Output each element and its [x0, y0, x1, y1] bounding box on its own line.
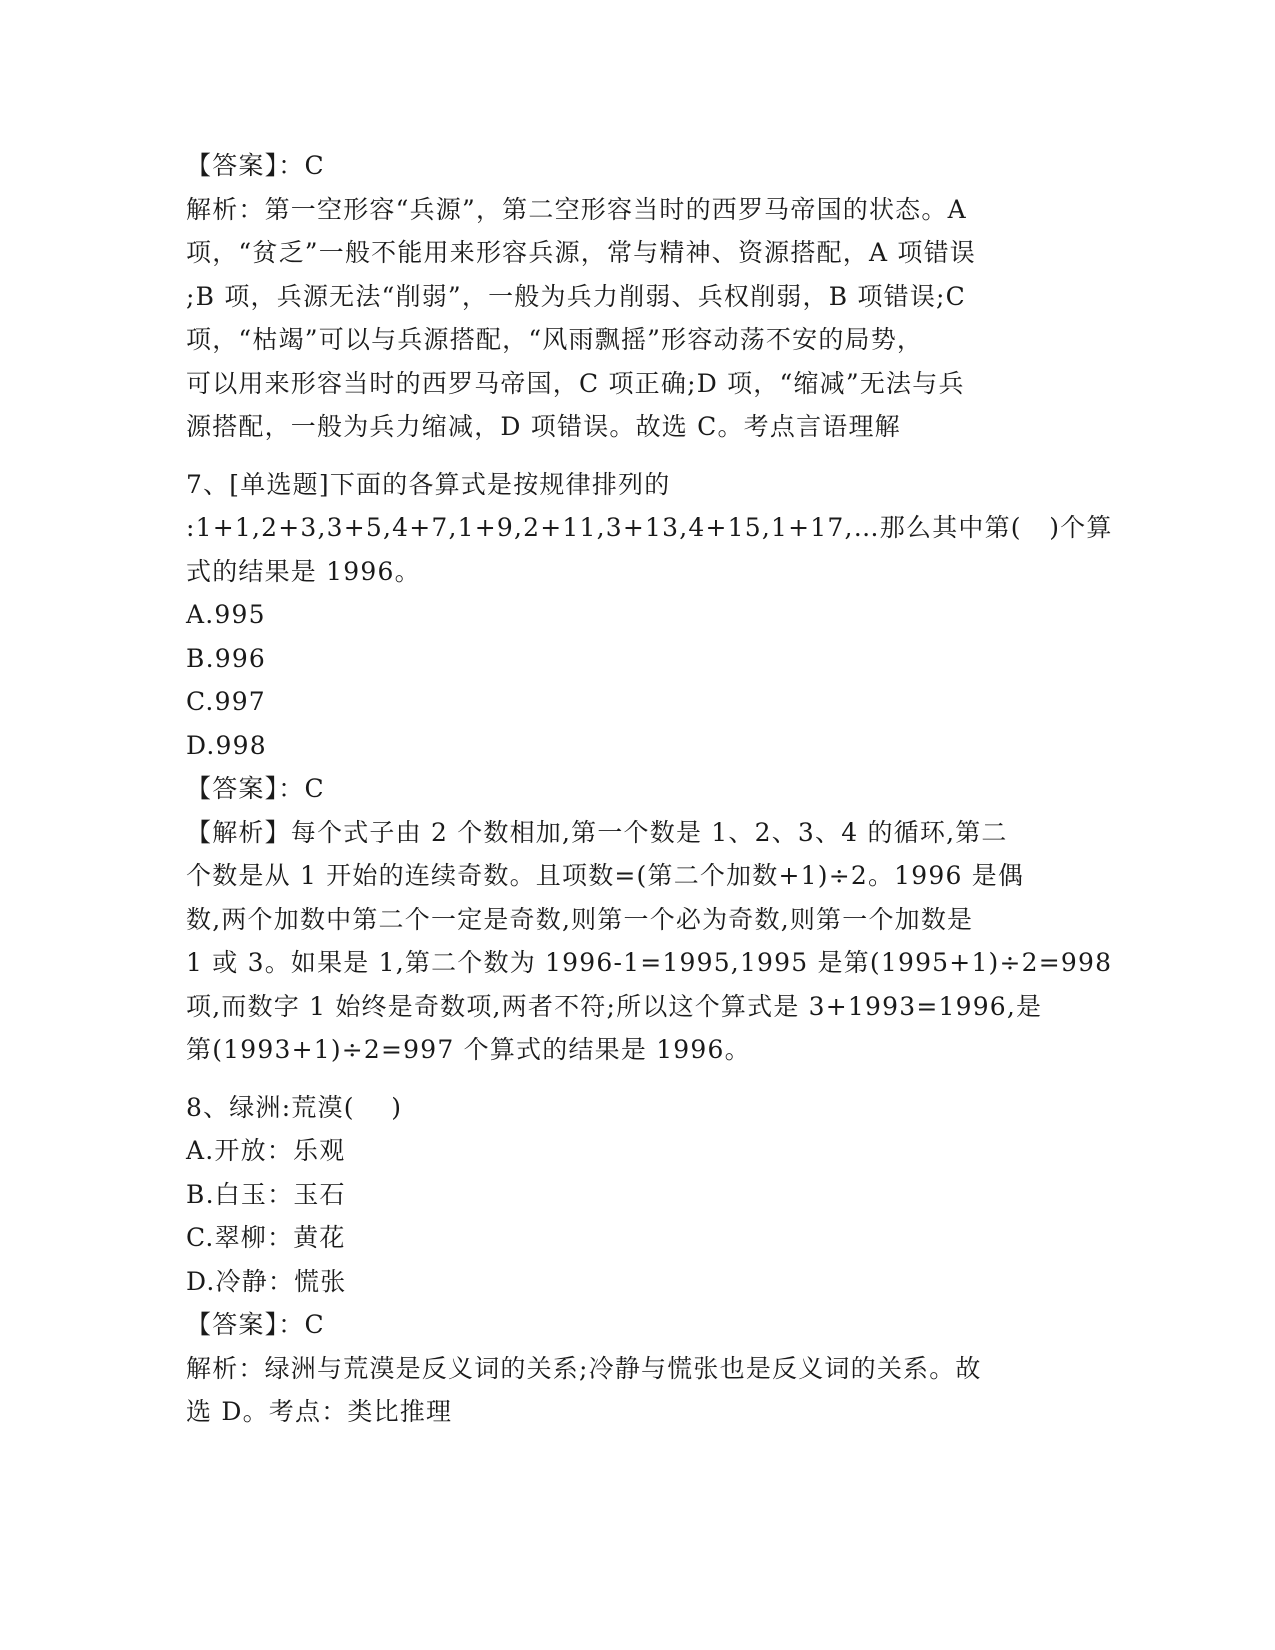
analysis-line: ;B 项，兵源无法“削弱”，一般为兵力削弱、兵权削弱，B 项错误;C	[186, 281, 966, 311]
analysis-line: 1 或 3。如果是 1,第二个数为 1996-1=1995,1995 是第(1995+1)÷2=998	[186, 948, 1113, 977]
analysis-line: 项,而数字 1 始终是奇数项,两者不符;所以这个算式是 3+1993=1996,是	[186, 991, 1043, 1021]
analysis-line: 解析：第一空形容“兵源”，第二空形容当时的西罗马帝国的状态。A	[186, 194, 967, 224]
option-c: C.翠柳：黄花	[186, 1223, 346, 1252]
option-d: D.998	[186, 730, 267, 760]
question-stem-line: :1+1,2+3,3+5,4+7,1+9,2+11,3+13,4+15,1+17,…那么其中第( )个算	[186, 513, 1113, 542]
option-b: B.996	[186, 643, 267, 673]
analysis-line: 数,两个加数中第二个一定是奇数,则第一个必为奇数,则第一个加数是	[186, 904, 974, 934]
option-d: D.冷静：慌张	[186, 1266, 347, 1296]
question-7-block	[186, 463, 1113, 1072]
analysis-line: 个数是从 1 开始的连续奇数。且项数=(第二个加数+1)÷2。1996 是偶	[186, 861, 1025, 890]
answer-label: 【答案】：C	[186, 151, 325, 180]
option-c: C.997	[186, 687, 266, 716]
option-a: A.995	[186, 600, 266, 629]
spacer	[186, 1072, 1086, 1086]
analysis-line: 项，“枯竭”可以与兵源搭配，“风雨飘摇”形容动荡不安的局势，	[186, 325, 924, 354]
answer-label: 【答案】：C	[186, 774, 325, 803]
document-page	[186, 144, 1113, 1434]
analysis-line: 【解析】每个式子由 2 个数相加,第一个数是 1、2、3、4 的循环,第二	[186, 817, 1008, 847]
option-b: B.白玉：玉石	[186, 1179, 346, 1209]
question-8-block	[186, 1086, 1086, 1434]
question-stem-line: 式的结果是 1996。	[186, 556, 421, 586]
analysis-line: 选 D。考点：类比推理	[186, 1397, 453, 1426]
spacer	[186, 449, 1086, 463]
option-a: A.开放：乐观	[186, 1136, 346, 1165]
analysis-line: 源搭配，一般为兵力缩减，D 项错误。故选 C。考点言语理解	[186, 412, 901, 441]
analysis-line: 解析：绿洲与荒漠是反义词的关系;冷静与慌张也是反义词的关系。故	[186, 1353, 982, 1383]
question-stem-line: 7、[单选题]下面的各算式是按规律排列的	[186, 469, 671, 499]
answer-label: 【答案】：C	[186, 1310, 325, 1339]
question-6-answer-block	[186, 144, 1086, 449]
analysis-line: 项，“贫乏”一般不能用来形容兵源，常与精神、资源搭配，A 项错误	[186, 238, 976, 267]
analysis-line: 第(1993+1)÷2=997 个算式的结果是 1996。	[186, 1035, 751, 1064]
analysis-line: 可以用来形容当时的西罗马帝国，C 项正确;D 项，“缩减”无法与兵	[186, 368, 965, 398]
question-stem-line: 8、绿洲:荒漠( )	[186, 1092, 403, 1122]
